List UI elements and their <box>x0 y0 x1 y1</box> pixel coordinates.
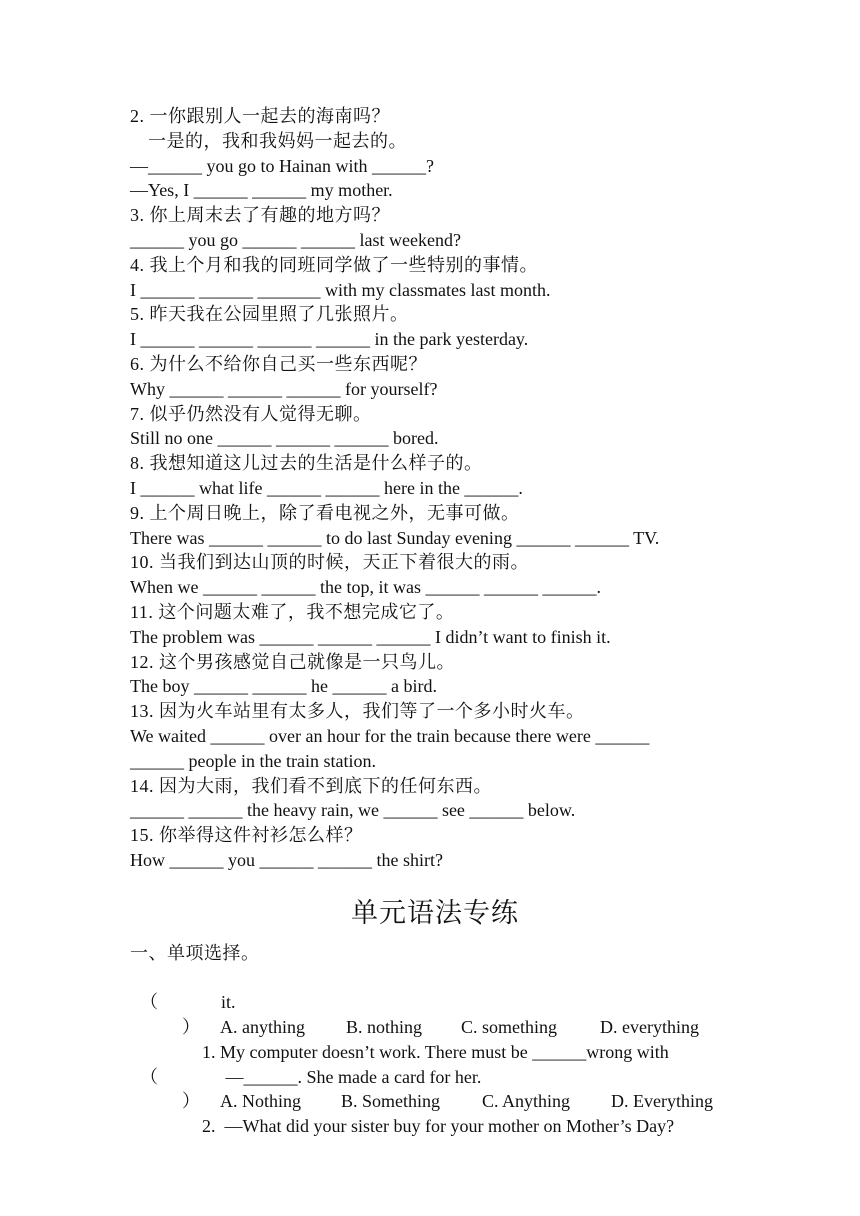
item-4-chinese: 4. 我上个月和我的同班同学做了一些特别的事情。 <box>130 254 538 275</box>
answer-paren-close: ） <box>182 1017 200 1038</box>
item-8-chinese: 8. 我想知道这儿过去的生活是什么样子的。 <box>130 453 483 474</box>
item-2-chinese: 2. 一你跟别人一起去的海南吗？ <box>130 106 390 126</box>
item-7-chinese: 7. 似乎仍然没有人觉得无聊。 <box>130 403 372 424</box>
question-1-stem-cont: it. <box>221 992 236 1013</box>
item-14-english: ______ ______ the heavy rain, we ______ see ______ below. <box>130 800 576 821</box>
worksheet-page <box>130 104 740 1137</box>
answer-paren-open: （ <box>140 1066 158 1087</box>
item-6-english: Why ______ ______ ______ for yourself? <box>130 378 438 399</box>
item-14-chinese: 14. 因为大雨，我们看不到底下的任何东西。 <box>130 775 492 796</box>
option-a: A. anything <box>220 1017 305 1038</box>
item-3-chinese: 3. 你上周末去了有趣的地方吗？ <box>130 205 390 226</box>
question-1-stem: 1. My computer doesn’t work. There must be ______wrong with <box>202 1041 669 1062</box>
item-5-english: I ______ ______ ______ ______ in the park yesterday. <box>130 329 529 350</box>
item-8-english: I ______ what life ______ ______ here in the ______. <box>130 477 523 498</box>
item-4-english: I ______ ______ _______ with my classmates last month. <box>130 279 551 300</box>
item-13-english-1: We waited ______ over an hour for the train because there were ______ <box>130 725 650 746</box>
option-c: C. Anything <box>482 1091 571 1112</box>
item-2-english-1: —______ you go to Hainan with ______? <box>130 155 434 176</box>
item-11-chinese: 11. 这个问题太难了，我不想完成它了。 <box>130 601 455 622</box>
item-10-chinese: 10. 当我们到达山顶的时候，天正下着很大的雨。 <box>130 552 529 573</box>
option-b: B. nothing <box>346 1017 423 1038</box>
answer-paren-close: ） <box>182 1091 200 1112</box>
item-7-english: Still no one ______ ______ ______ bored. <box>130 428 439 449</box>
item-12-english: The boy ______ ______ he ______ a bird. <box>130 676 437 697</box>
question-2-stem-cont: —______. She made a card for her. <box>221 1066 482 1087</box>
section-title: 单元语法专练 <box>351 897 519 928</box>
item-9-english: There was ______ ______ to do last Sunday evening ______ ______ TV. <box>130 527 660 548</box>
item-6-chinese: 6. 为什么不给你自己买一些东西呢？ <box>130 353 427 374</box>
option-d: D. everything <box>600 1017 699 1038</box>
item-2-chinese-reply: 一是的，我和我妈妈一起去的。 <box>148 130 407 151</box>
item-15-english: How ______ you ______ ______ the shirt? <box>130 849 443 870</box>
item-13-chinese: 13. 因为火车站里有太多人，我们等了一个多小时火车。 <box>130 701 585 722</box>
option-c: C. something <box>461 1017 558 1038</box>
item-15-chinese: 15. 你举得这件衬衫怎么样？ <box>130 825 363 846</box>
answer-paren-open: （ <box>140 992 158 1013</box>
item-13-english-2: ______ people in the train station. <box>130 750 376 771</box>
option-a: A. Nothing <box>220 1091 301 1112</box>
item-5-chinese: 5. 昨天我在公园里照了几张照片。 <box>130 304 409 325</box>
item-10-english: When we ______ ______ the top, it was ______ ______ ______. <box>130 577 601 598</box>
item-11-english: The problem was ______ ______ ______ I didn’t want to finish it. <box>130 626 611 647</box>
item-12-chinese: 12. 这个男孩感觉自己就像是一只鸟儿。 <box>130 651 455 672</box>
item-3-english: ______ you go ______ ______ last weekend? <box>130 229 461 250</box>
part-heading: 一、单项选择。 <box>130 942 260 963</box>
option-b: B. Something <box>341 1091 441 1112</box>
option-d: D. Everything <box>611 1091 713 1112</box>
question-2-options <box>130 1089 740 1114</box>
question-1-options <box>130 1015 740 1040</box>
item-9-chinese: 9. 上个周日晚上，除了看电视之外，无事可做。 <box>130 502 520 523</box>
question-2-stem: 2. —What did your sister buy for your mother on Mother’s Day? <box>202 1116 675 1137</box>
item-2-english-2: —Yes, I ______ ______ my mother. <box>130 180 393 201</box>
